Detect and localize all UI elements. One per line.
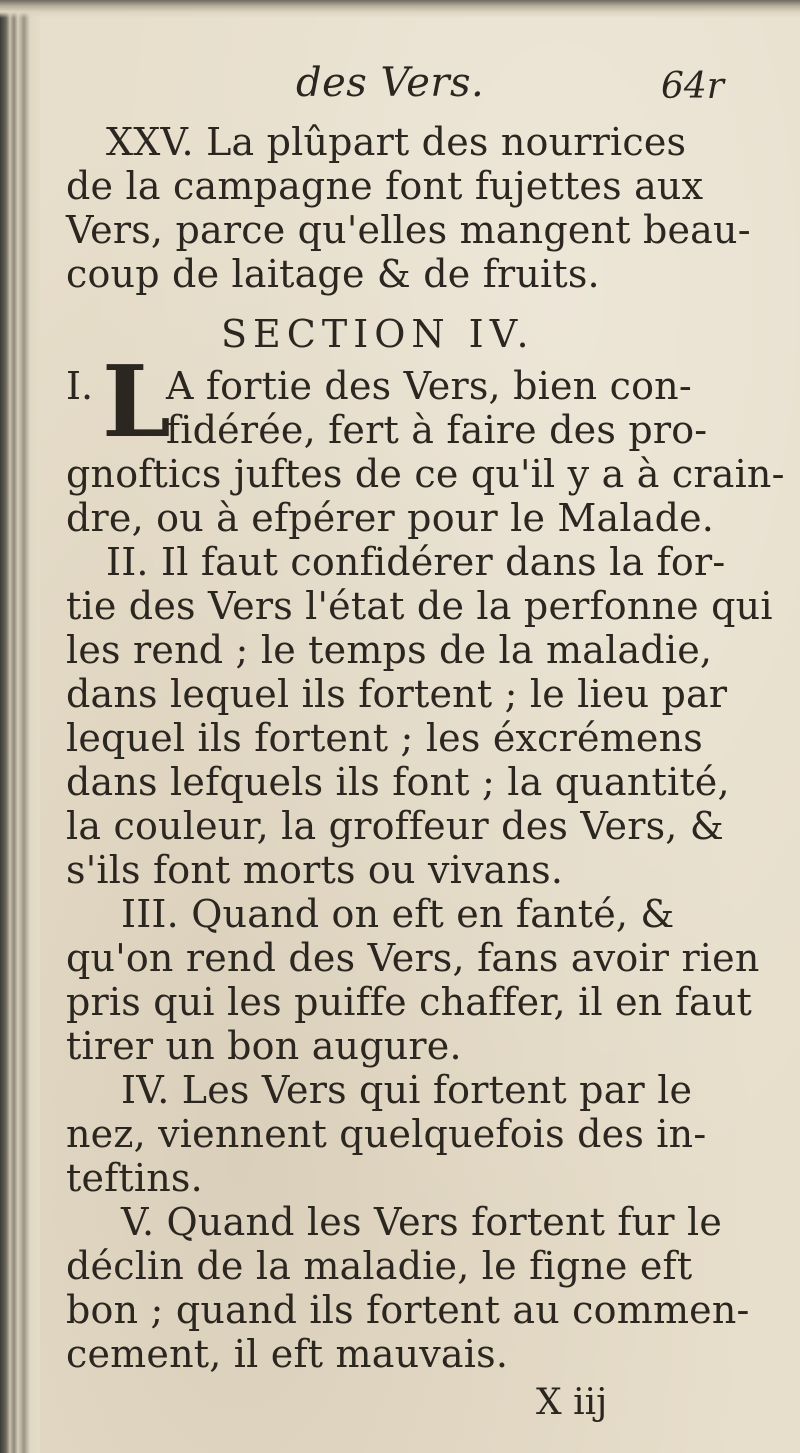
item-three: [66, 892, 776, 1068]
text-line: nez, viennent quelquefois des in-: [66, 1112, 707, 1156]
text-line: fidérée, fert à faire des pro-: [166, 408, 708, 452]
text-line: II. Il faut confidérer dans la for-: [106, 540, 726, 584]
text-line: la couleur, la groffeur des Vers, &: [66, 804, 724, 848]
item-one: [66, 345, 785, 540]
text-line: cement, il eft mauvais.: [66, 1332, 509, 1376]
paragraph-xxv: [66, 120, 776, 296]
text-line: dre, ou à efpérer pour le Malade.: [66, 496, 715, 540]
text-line: dans lequel ils fortent ; le lieu par: [66, 672, 728, 716]
text-line: tie des Vers l'état de la perfonne qui: [66, 584, 773, 628]
catchword-signature: X iij: [536, 1382, 608, 1423]
text-line: Vers, parce qu'elles mangent beau-: [66, 208, 751, 252]
page-header: [66, 60, 776, 120]
item-five: [66, 1200, 776, 1376]
text-line: coup de laitage & de fruits.: [66, 252, 600, 296]
text-line: lequel ils fortent ; les éxcrémens: [66, 716, 703, 760]
text-line: dans lefquels ils font ; la quantité,: [66, 760, 730, 804]
dropcap-row: [66, 345, 776, 460]
text-line: teftins.: [66, 1156, 203, 1200]
text-line: IV. Les Vers qui fortent par le: [121, 1068, 693, 1112]
text-line: V. Quand les Vers fortent fur le: [121, 1200, 723, 1244]
item-numeral: I.: [66, 364, 94, 408]
text-line: qu'on rend des Vers, fans avoir rien: [66, 936, 760, 980]
page-top-edge: [0, 0, 800, 18]
section-heading: SECTION IV.: [221, 312, 535, 356]
folio-number: 64r: [661, 66, 725, 107]
text-line: A fortie des Vers, bien con-: [166, 364, 692, 408]
text-line: gnoftics juftes de ce qu'il y a à crain-: [66, 452, 785, 496]
text-block: [66, 60, 785, 1423]
text-line: les rend ; le temps de la maladie,: [66, 628, 713, 672]
text-line: déclin de la maladie, le figne eft: [66, 1244, 693, 1288]
text-line: bon ; quand ils fortent au commen-: [66, 1288, 750, 1332]
text-line: III. Quand on eft en fanté, &: [121, 892, 675, 936]
text-line: pris qui les puiffe chaffer, il en faut: [66, 980, 752, 1024]
running-title: des Vers.: [296, 60, 485, 106]
text-line: tirer un bon augure.: [66, 1024, 462, 1068]
text-line: s'ils font morts ou vivans.: [66, 848, 564, 892]
page-binding-edge: [0, 0, 40, 1453]
item-two: [66, 540, 776, 892]
item-four: [66, 1068, 776, 1200]
drop-cap-letter: L: [102, 345, 171, 460]
text-line: de la campagne font fujettes aux: [66, 164, 704, 208]
text-line: XXV. La plûpart des nourrices: [106, 120, 687, 164]
